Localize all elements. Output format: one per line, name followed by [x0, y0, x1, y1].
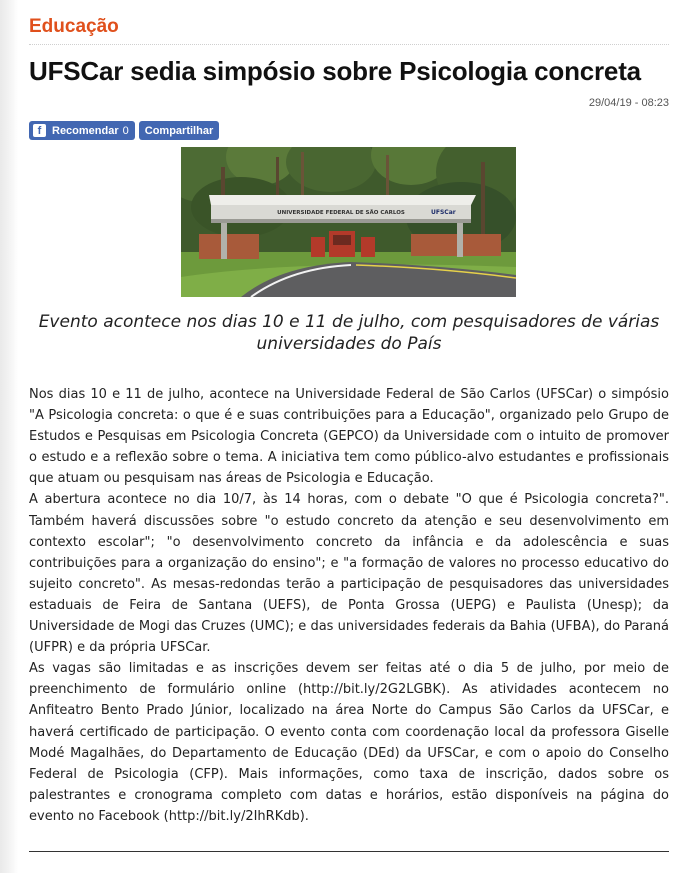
facebook-recommend-button[interactable]: [29, 121, 135, 140]
article-photo: [181, 147, 516, 297]
paragraph-3: As vagas são limitadas e as inscrições devem ser feitas até o dia 5 de julho, por meio de preenchimento de formulário online (http://bit.ly/2G2LGBK). As atividades acontecem no Anfiteatro Bento Prado Júnior, localizado na área Norte do Campus São Carlos da UFSCar, e haverá certificado de participação. O evento conta com coordenação local da professora Giselle Modé Magalhães, do Departamento de Educação (DEd) da UFSCar, e com o apoio do Conselho Federal de Psicologia (CFP). Mais informações, como taxa de inscrição, dados sobre os palestrantes e cronograma completo com datas e horários, estão disponíveis na página do evento no Facebook (http://bit.ly/2IhRKdb).: [29, 661, 669, 824]
article-subtitle: Evento acontece nos dias 10 e 11 de julho, com pesquisadores de várias universidades do País: [38, 312, 660, 354]
dateline: 29/04/19 - 08:23: [588, 97, 669, 109]
recommend-count: 0: [122, 124, 129, 137]
share-bar: [29, 121, 669, 141]
paragraph-2: A abertura acontece no dia 10/7, às 14 horas, com o debate "O que é Psicologia concreta?". Também haverá discussões sobre "o estudo concreto da atenção e seu desenvolvimento em contexto escolar"; "o desenvolvimento concreto da infância e da adolescência e suas contribuições para a organização do ensino"; e "a formação de valores no processo educativo do sujeito concreto". As mesas-redondas terão a participação de pesquisadores das universidades estaduais de Feira de Santana (UEFS), de Ponta Grossa (UEPG) e Paulista (Unesp); da Universidade de Mogi das Cruzes (UMC); e das universidades federais da Bahia (UFBA), do Paraná (UFPR) e da própria UFSCar.: [29, 492, 669, 656]
article-bottom-rule: [29, 851, 669, 852]
facebook-share-button[interactable]: [139, 121, 219, 140]
headline: UFSCar sedia simpósio sobre Psicologia concreta: [29, 56, 641, 86]
gate-logo-text: UFSCar: [431, 209, 456, 216]
facebook-icon: f: [33, 124, 46, 137]
paragraph-1: Nos dias 10 e 11 de julho, acontece na Universidade Federal de São Carlos (UFSCar) o simpósio "A Psicologia concreta: o que é e suas contribuições para a Educação", organizado pelo Grupo de Estudos e Pesquisas em Psicologia Concreta (GEPCO) da Universidade com o intuito de promover o estudo e a reflexão sobre o tema. A iniciativa tem como público-alvo estudantes e profissionais que atuam ou pesquisam nas áreas de Psicologia e Educação.: [29, 387, 669, 487]
article: [29, 0, 669, 824]
page-left-shadow: [0, 0, 18, 873]
section-label[interactable]: Educação: [29, 16, 669, 45]
share-label: Compartilhar: [144, 124, 214, 137]
gate-sign-text: UNIVERSIDADE FEDERAL DE SÃO CARLOS: [277, 210, 405, 216]
recommend-label: Recomendar: [52, 124, 119, 137]
article-body: [29, 384, 669, 827]
